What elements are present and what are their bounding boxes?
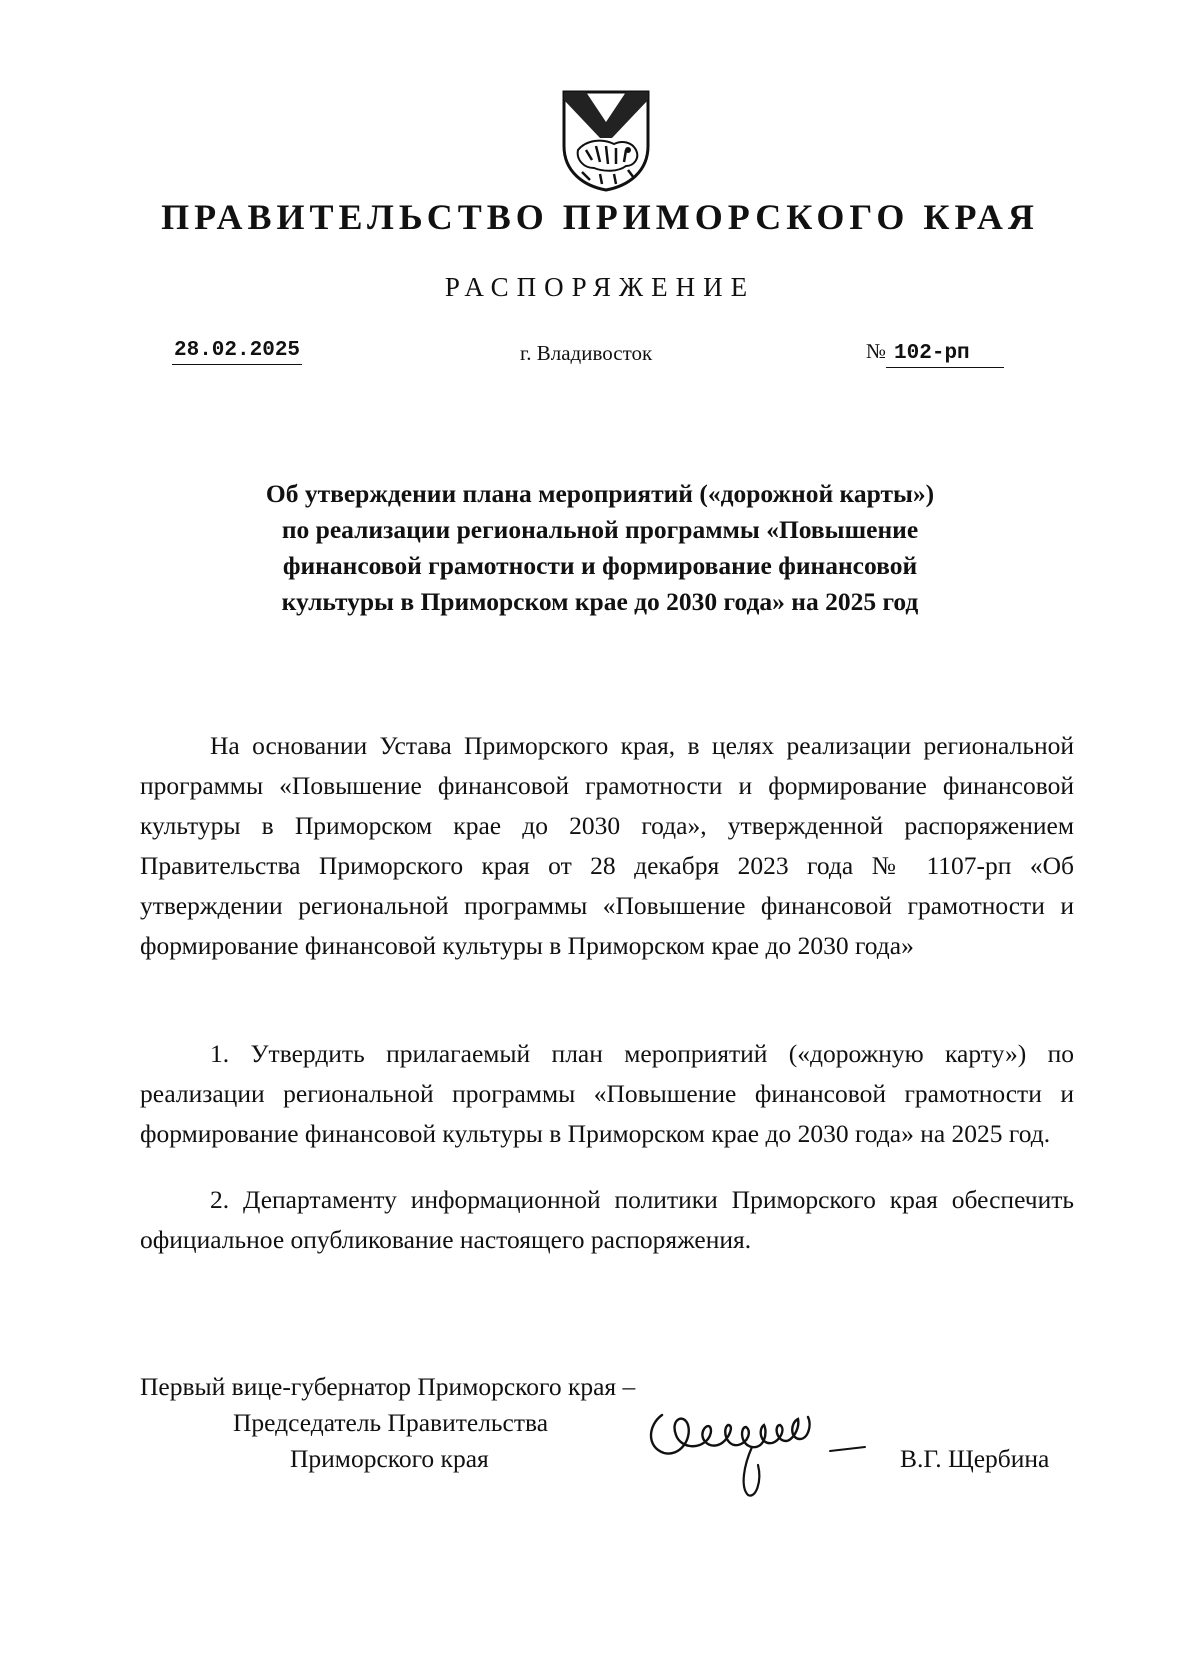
preamble-paragraph: На основании Устава Приморского края, в целях реализации региональной программы «Повышение финансовой грамотности и формирование финансовой культуры в Приморском крае до 2030 года», утвержденной распоряжением Правительства Приморского края от 28 декабря 2023 года № 1107-рп «Об утверждении региональной программы «Повышение финансовой грамотности и формирование финансовой культуры в Приморском крае до 2030 года» (140, 731, 1074, 960)
coat-of-arms-icon (556, 88, 656, 192)
document-city: г. Владивосток (520, 341, 653, 365)
item-1-paragraph: 1. Утвердить прилагаемый план мероприятий («дорожную карту») по реализации региональной программы «Повышение финансовой грамотности и формирование финансовой культуры в Приморском крае до 2030 года» на 2025 год. (140, 1039, 1074, 1148)
handwritten-signature (640, 1395, 880, 1505)
signatory-name: В.Г. Щербина (900, 1444, 1050, 1473)
document-number-field (866, 338, 1004, 368)
document-type: РАСПОРЯЖЕНИЕ (444, 272, 756, 302)
document-heading: Об утверждении плана мероприятий («дорожной карты») по реализации региональной программы «Повышение финансовой грамотности и формирование финансовой культуры в Приморском крае до 2030 года» на 2025 год (265, 479, 935, 616)
signatory-position-line2: Председатель Правительства (233, 1408, 549, 1437)
document-date: 28.02.2025 (172, 338, 302, 365)
signatory-position-line1: Первый вице-губернатор Приморского края – (140, 1372, 636, 1401)
number-prefix: № (866, 339, 887, 363)
item-2-paragraph: 2. Департаменту информационной политики Приморского края обеспечить официальное опубликование настоящего распоряжения. (140, 1185, 1074, 1254)
document-number: 102-рп (886, 341, 1004, 368)
government-title: ПРАВИТЕЛЬСТВО ПРИМОРСКОГО КРАЯ (161, 197, 1039, 237)
signatory-position-line3: Приморского края (290, 1444, 489, 1473)
